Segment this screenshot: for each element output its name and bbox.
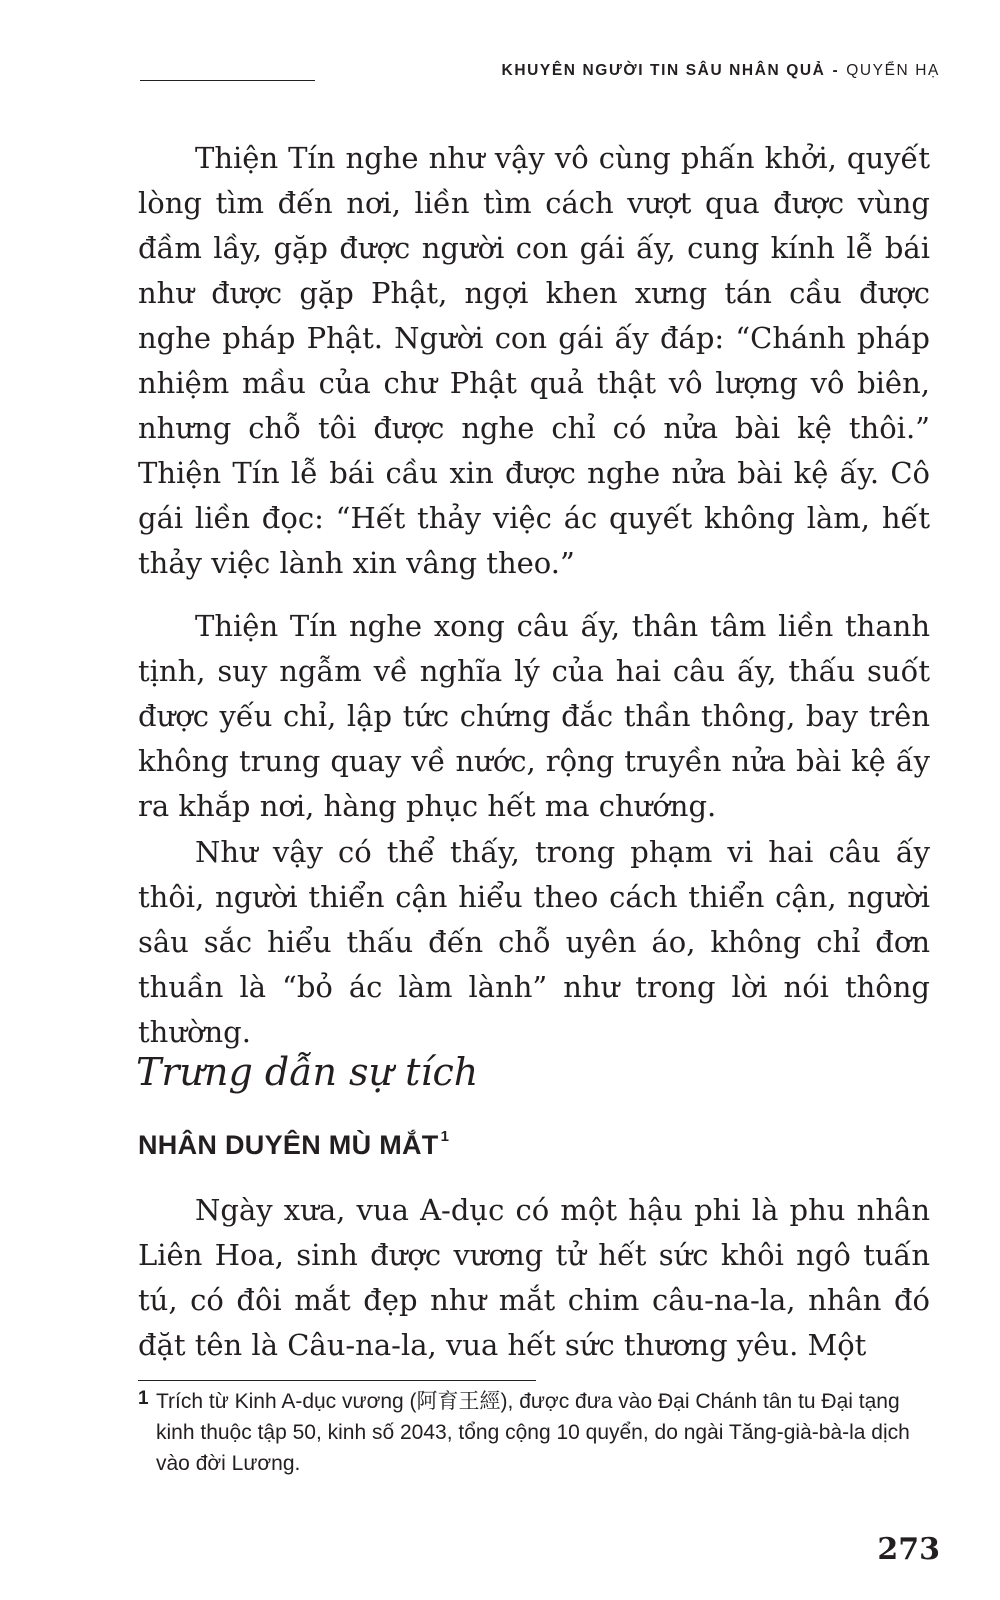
footnote-text: Trích từ Kinh A-dục vương (阿育王經), được đưa vào Đại Chánh tân tu Đại tạng kinh thuộc tập 50, kinh số 2043, tổng cộng 10 quyển, do ngài Tăng-già-bà-la dịch vào đời Lương. bbox=[156, 1390, 910, 1475]
page-number: 273 bbox=[877, 1532, 940, 1567]
footnote-mark: 1 bbox=[138, 1388, 149, 1409]
footnote bbox=[138, 1386, 938, 1479]
body-paragraph-3: Như vậy có thể thấy, trong phạm vi hai câu ấy thôi, người thiển cận hiểu theo cách thiển cận, người sâu sắc hiểu thấu đến chỗ uyên áo, không chỉ đơn thuần là “bỏ ác làm lành” như trong lời nói thông thường. bbox=[138, 835, 930, 1049]
section-heading: Trưng dẫn sự tích bbox=[136, 1050, 479, 1094]
running-head-subtitle: QUYỂN HẠ bbox=[846, 62, 940, 79]
footnote-rule bbox=[138, 1380, 536, 1381]
story-paragraph: Ngày xưa, vua A-dục có một hậu phi là phu nhân Liên Hoa, sinh được vương tử hết sức khôi ngô tuấn tú, có đôi mắt đẹp như mắt chim câu-na-la, nhân đó đặt tên là Câu-na-la, vua hết sức thương yêu. Một bbox=[138, 1193, 930, 1362]
running-head bbox=[502, 62, 940, 80]
body-paragraph-1: Thiện Tín nghe như vậy vô cùng phấn khởi, quyết lòng tìm đến nơi, liền tìm cách vượt qua được vùng đầm lầy, gặp được người con gái ấy, cung kính lễ bái như được gặp Phật, ngợi khen xưng tán cầu được nghe pháp Phật. Người con gái ấy đáp: “Chánh pháp nhiệm mầu của chư Phật quả thật vô lượng vô biên, nhưng chỗ tôi được nghe chỉ có nửa bài kệ thôi.” Thiện Tín lễ bái cầu xin được nghe nửa bài kệ ấy. Cô gái liền đọc: “Hết thảy việc ác quyết không làm, hết thảy việc lành xin vâng theo.” bbox=[138, 141, 930, 580]
header-rule bbox=[140, 80, 315, 81]
story-title-text: NHÂN DUYÊN MÙ MẮT bbox=[138, 1130, 439, 1160]
body-paragraph-2: Thiện Tín nghe xong câu ấy, thân tâm liền thanh tịnh, suy ngẫm về nghĩa lý của hai câu ấy, thấu suốt được yếu chỉ, lập tức chứng đắc thần thông, bay trên không trung quay về nước, rộng truyền nửa bài kệ ấy ra khắp nơi, hàng phục hết ma chướng. bbox=[138, 609, 930, 823]
running-head-title: KHUYÊN NGƯỜI TIN SÂU NHÂN QUẢ bbox=[501, 62, 826, 79]
running-head-separator: - bbox=[832, 62, 840, 79]
story-title bbox=[138, 1128, 449, 1161]
footnote-reference: 1 bbox=[440, 1128, 450, 1145]
